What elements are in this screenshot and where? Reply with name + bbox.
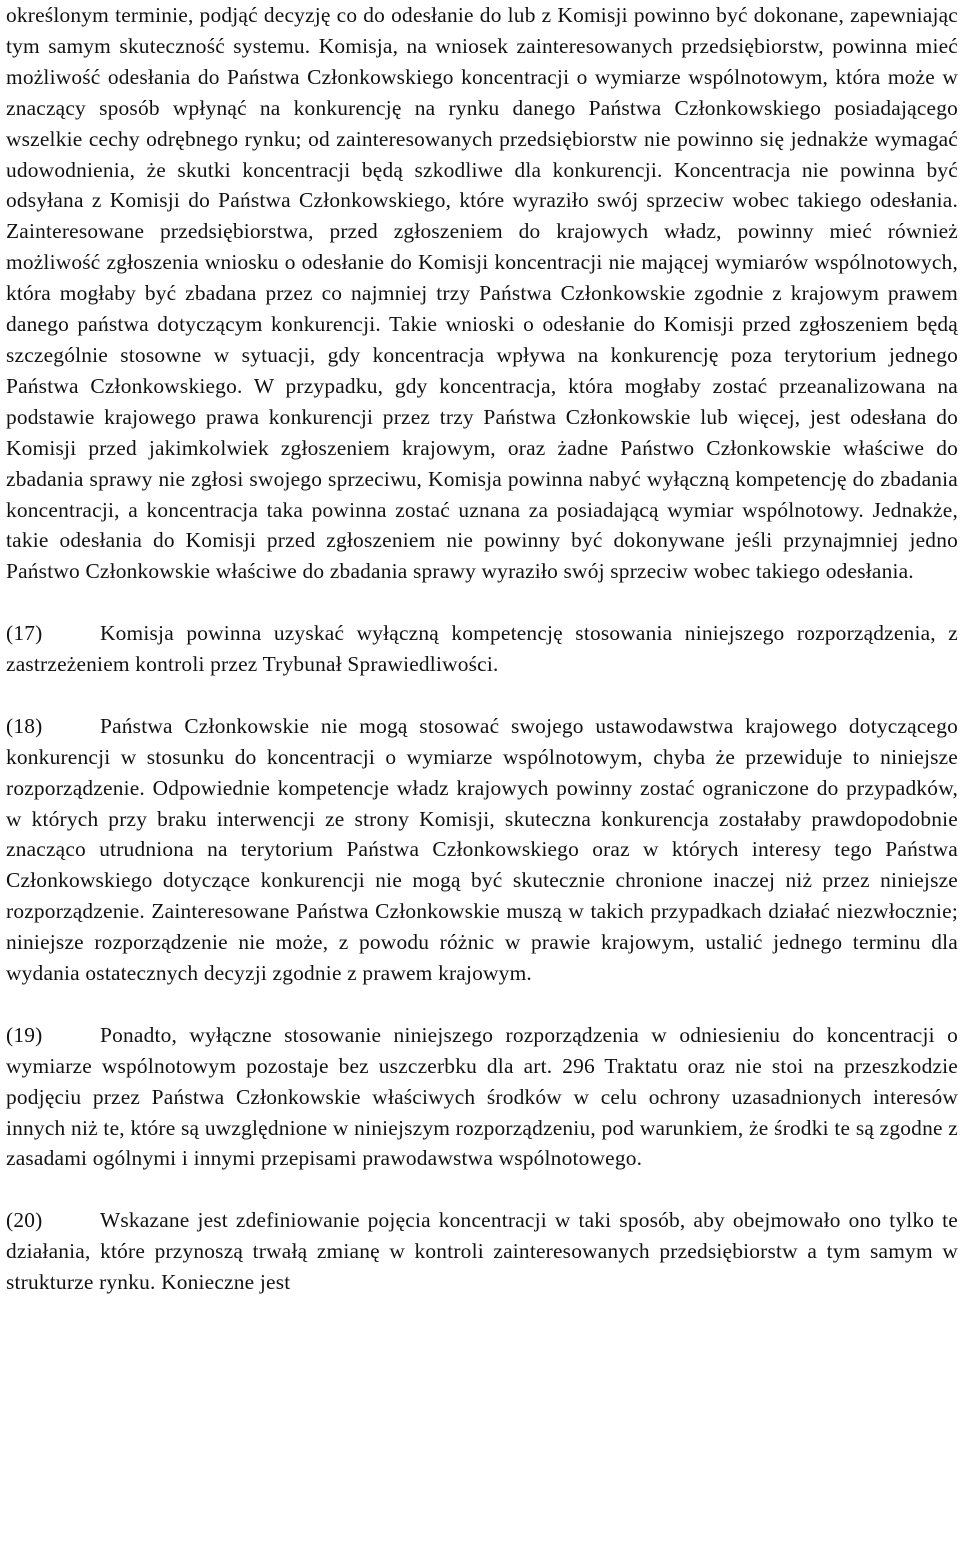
recital-number: (19) (6, 1022, 43, 1047)
recital-17 (6, 618, 958, 680)
paragraph-gap (6, 587, 958, 618)
recital-20 (6, 1205, 958, 1298)
paragraph-gap (6, 989, 958, 1020)
paragraph-gap (6, 680, 958, 711)
paragraph-text: określonym terminie, podjąć decyzję co do odesłanie do lub z Komisji powinno być dokonane, zapewniając tym samym skuteczność systemu. Komisja, na wniosek zainteresowanych przedsiębiorstw, powinna mieć możliwość odesłania do Państwa Członkowskiego koncentracji o wymiarze wspólnotowym, która może w znaczący sposób wpłynąć na konkurencję na rynku danego Państwa Członkowskiego posiadającego wszelkie cechy odrębnego rynku; od zainteresowanych przedsiębiorstw nie powinno się jednakże wymagać udowodnienia, że skutki koncentracji będą szkodliwe dla konkurencji. Koncentracja nie powinna być odsyłana z Komisji do Państwa Członkowskiego, które wyraziło swój sprzeciw wobec takiego odesłania. Zainteresowane przedsiębiorstwa, przed zgłoszeniem do krajowych władz, powinny mieć również możliwość zgłoszenia wniosku o odesłanie do Komisji koncentracji nie mającej wymiarów wspólnotowych, która mogłaby być zbadana przez co najmniej trzy Państwa Członkowskie zgodnie z krajowym prawem danego państwa dotyczącym konkurencji. Takie wnioski o odesłanie do Komisji przed zgłoszeniem będą szczególnie stosowne w sytuacji, gdy koncentracja wpływa na konkurencję poza terytorium jednego Państwa Członkowskiego. W przypadku, gdy koncentracja, która mogłaby zostać przeanalizowana na podstawie krajowego prawa konkurencji przez trzy Państwa Członkowskie lub więcej, jest odesłana do Komisji przed jakimkolwiek zgłoszeniem krajowym, oraz żadne Państwo Członkowskie właściwe do zbadania sprawy nie zgłosi swojego sprzeciwu, Komisja powinna nabyć wyłączną kompetencję do zbadania koncentracji, a koncentracja taka powinna zostać uznana za posiadającą wymiar wspólnotowy. Jednakże, takie odesłania do Komisji przed zgłoszeniem nie powinny być dokonywane jeśli przynajmniej jedno Państwo Członkowskie właściwe do zbadania sprawy wyraziło swój sprzeciw wobec takiego odesłania. (6, 3, 958, 584)
paragraph-continuation (6, 0, 958, 587)
recital-number: (18) (6, 713, 43, 738)
paragraph-gap (6, 1174, 958, 1205)
recital-19 (6, 1020, 958, 1175)
recital-text: Wskazane jest zdefiniowanie pojęcia koncentracji w taki sposób, aby obejmowało ono tylko te działania, które przynoszą trwałą zmianę w kontroli zainteresowanych przedsiębiorstw a tym samym w strukturze rynku. Konieczne jest (6, 1208, 958, 1295)
recital-text: Państwa Członkowskie nie mogą stosować swojego ustawodawstwa krajowego dotyczącego konkurencji w stosunku do koncentracji o wymiarze wspólnotowym, chyba że przewiduje to niniejsze rozporządzenie. Odpowiednie kompetencje władz krajowych powinny zostać ograniczone do przypadków, w których przy braku interwencji ze strony Komisji, skuteczna konkurencja zostałaby prawdopodobnie znacząco utrudniona na terytorium Państwa Członkowskiego oraz w których interesy tego Państwa Członkowskiego dotyczące konkurencji nie mogą być skutecznie chronione inaczej niż przez niniejsze rozporządzenie. Zainteresowane Państwa Członkowskie muszą w takich przypadkach działać niezwłocznie; niniejsze rozporządzenie nie może, z powodu różnic w prawie krajowym, ustalić jednego terminu dla wydania ostatecznych decyzji zgodnie z prawem krajowym. (6, 713, 958, 986)
document-page (6, 0, 958, 1298)
recital-number: (20) (6, 1208, 43, 1233)
recital-number: (17) (6, 621, 43, 646)
recital-text: Ponadto, wyłączne stosowanie niniejszego rozporządzenia w odniesieniu do koncentracji o wymiarze wspólnotowym pozostaje bez uszczerbku dla art. 296 Traktatu oraz nie stoi na przeszkodzie podjęciu przez Państwa Członkowskie właściwych środków w celu ochrony uzasadnionych interesów innych niż te, które są uwzględnione w niniejszym rozporządzeniu, pod warunkiem, że środki te są zgodne z zasadami ogólnymi i innymi przepisami prawodawstwa wspólnotowego. (6, 1022, 958, 1171)
recital-text: Komisja powinna uzyskać wyłączną kompetencję stosowania niniejszego rozporządzenia, z zastrzeżeniem kontroli przez Trybunał Sprawiedliwości. (6, 621, 958, 677)
recital-18 (6, 711, 958, 989)
